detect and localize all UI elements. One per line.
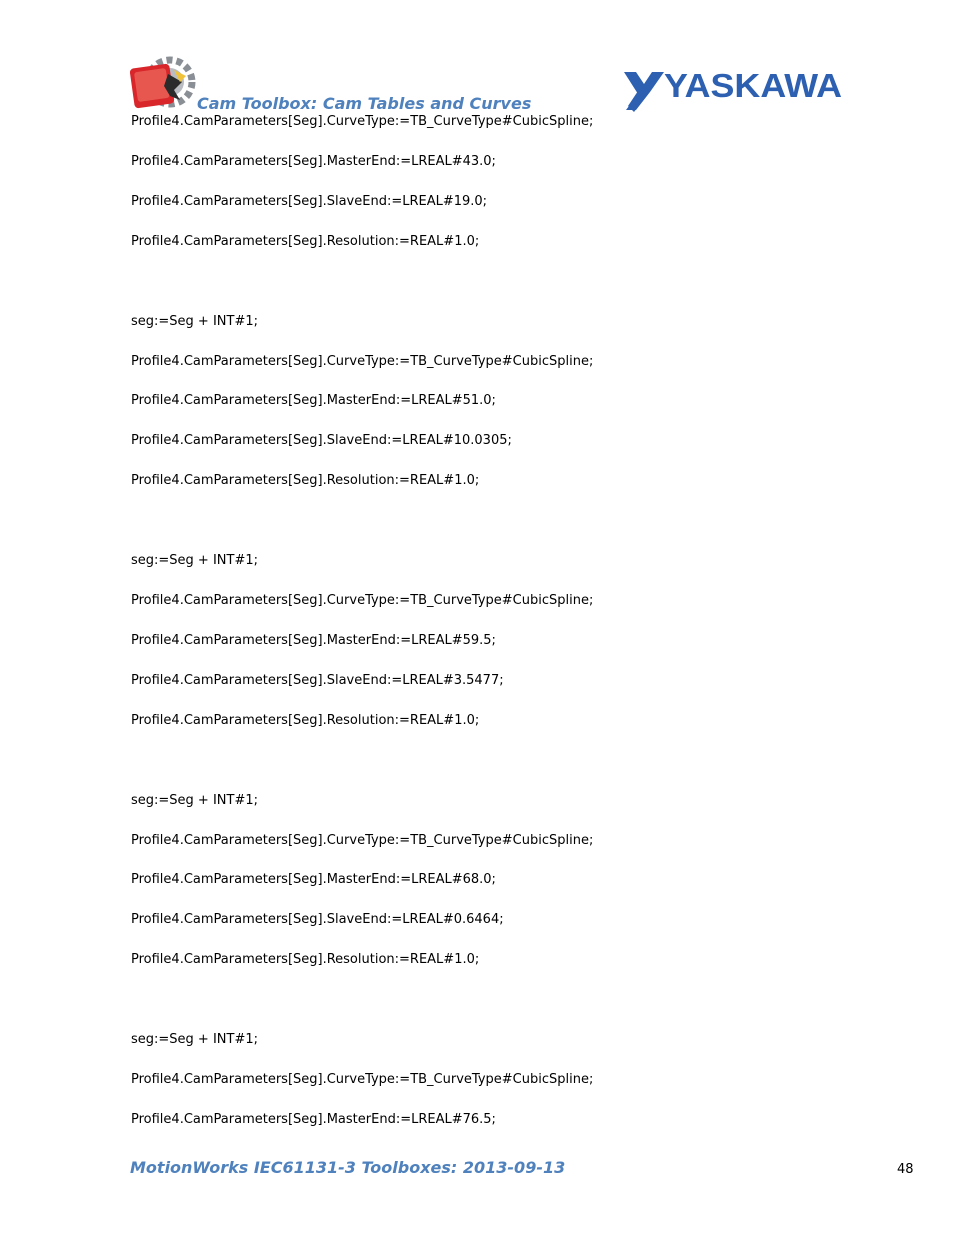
code-line: seg:=Seg + INT#1; <box>131 553 258 568</box>
code-line: Profile4.CamParameters[Seg].CurveType:=TB_CurveType#CubicSpline; <box>131 833 594 848</box>
yaskawa-logo <box>622 66 844 112</box>
code-line: Profile4.CamParameters[Seg].CurveType:=TB_CurveType#CubicSpline; <box>131 114 594 129</box>
code-line: Profile4.CamParameters[Seg].SlaveEnd:=LREAL#10.0305; <box>131 433 512 448</box>
code-line: Profile4.CamParameters[Seg].CurveType:=TB_CurveType#CubicSpline; <box>131 593 594 608</box>
code-line: Profile4.CamParameters[Seg].Resolution:=REAL#1.0; <box>131 473 480 488</box>
code-line: Profile4.CamParameters[Seg].MasterEnd:=LREAL#68.0; <box>131 872 496 887</box>
code-line: Profile4.CamParameters[Seg].Resolution:=REAL#1.0; <box>131 713 480 728</box>
code-line: seg:=Seg + INT#1; <box>131 314 258 329</box>
code-line: Profile4.CamParameters[Seg].CurveType:=TB_CurveType#CubicSpline; <box>131 1072 594 1087</box>
code-line: Profile4.CamParameters[Seg].MasterEnd:=LREAL#76.5; <box>131 1112 496 1127</box>
code-line: seg:=Seg + INT#1; <box>131 1032 258 1047</box>
code-line: seg:=Seg + INT#1; <box>131 793 258 808</box>
code-line: Profile4.CamParameters[Seg].Resolution:=REAL#1.0; <box>131 234 480 249</box>
code-line: Profile4.CamParameters[Seg].SlaveEnd:=LREAL#3.5477; <box>131 673 504 688</box>
code-line: Profile4.CamParameters[Seg].Resolution:=REAL#1.0; <box>131 952 480 967</box>
code-line: Profile4.CamParameters[Seg].MasterEnd:=LREAL#43.0; <box>131 154 496 169</box>
code-line: Profile4.CamParameters[Seg].SlaveEnd:=LREAL#0.6464; <box>131 912 504 927</box>
brand-text: YASKAWA <box>664 67 842 104</box>
page-number: 48 <box>897 1162 914 1177</box>
cam-toolbox-logo-icon <box>130 56 200 112</box>
code-line: Profile4.CamParameters[Seg].MasterEnd:=LREAL#59.5; <box>131 633 496 648</box>
header-title: Cam Toolbox: Cam Tables and Curves <box>197 94 532 113</box>
code-line: Profile4.CamParameters[Seg].CurveType:=TB_CurveType#CubicSpline; <box>131 354 594 369</box>
code-line: Profile4.CamParameters[Seg].SlaveEnd:=LREAL#19.0; <box>131 194 488 209</box>
footer-title: MotionWorks IEC61131-3 Toolboxes: 2013-09-13 <box>130 1158 566 1177</box>
code-line: Profile4.CamParameters[Seg].MasterEnd:=LREAL#51.0; <box>131 393 496 408</box>
